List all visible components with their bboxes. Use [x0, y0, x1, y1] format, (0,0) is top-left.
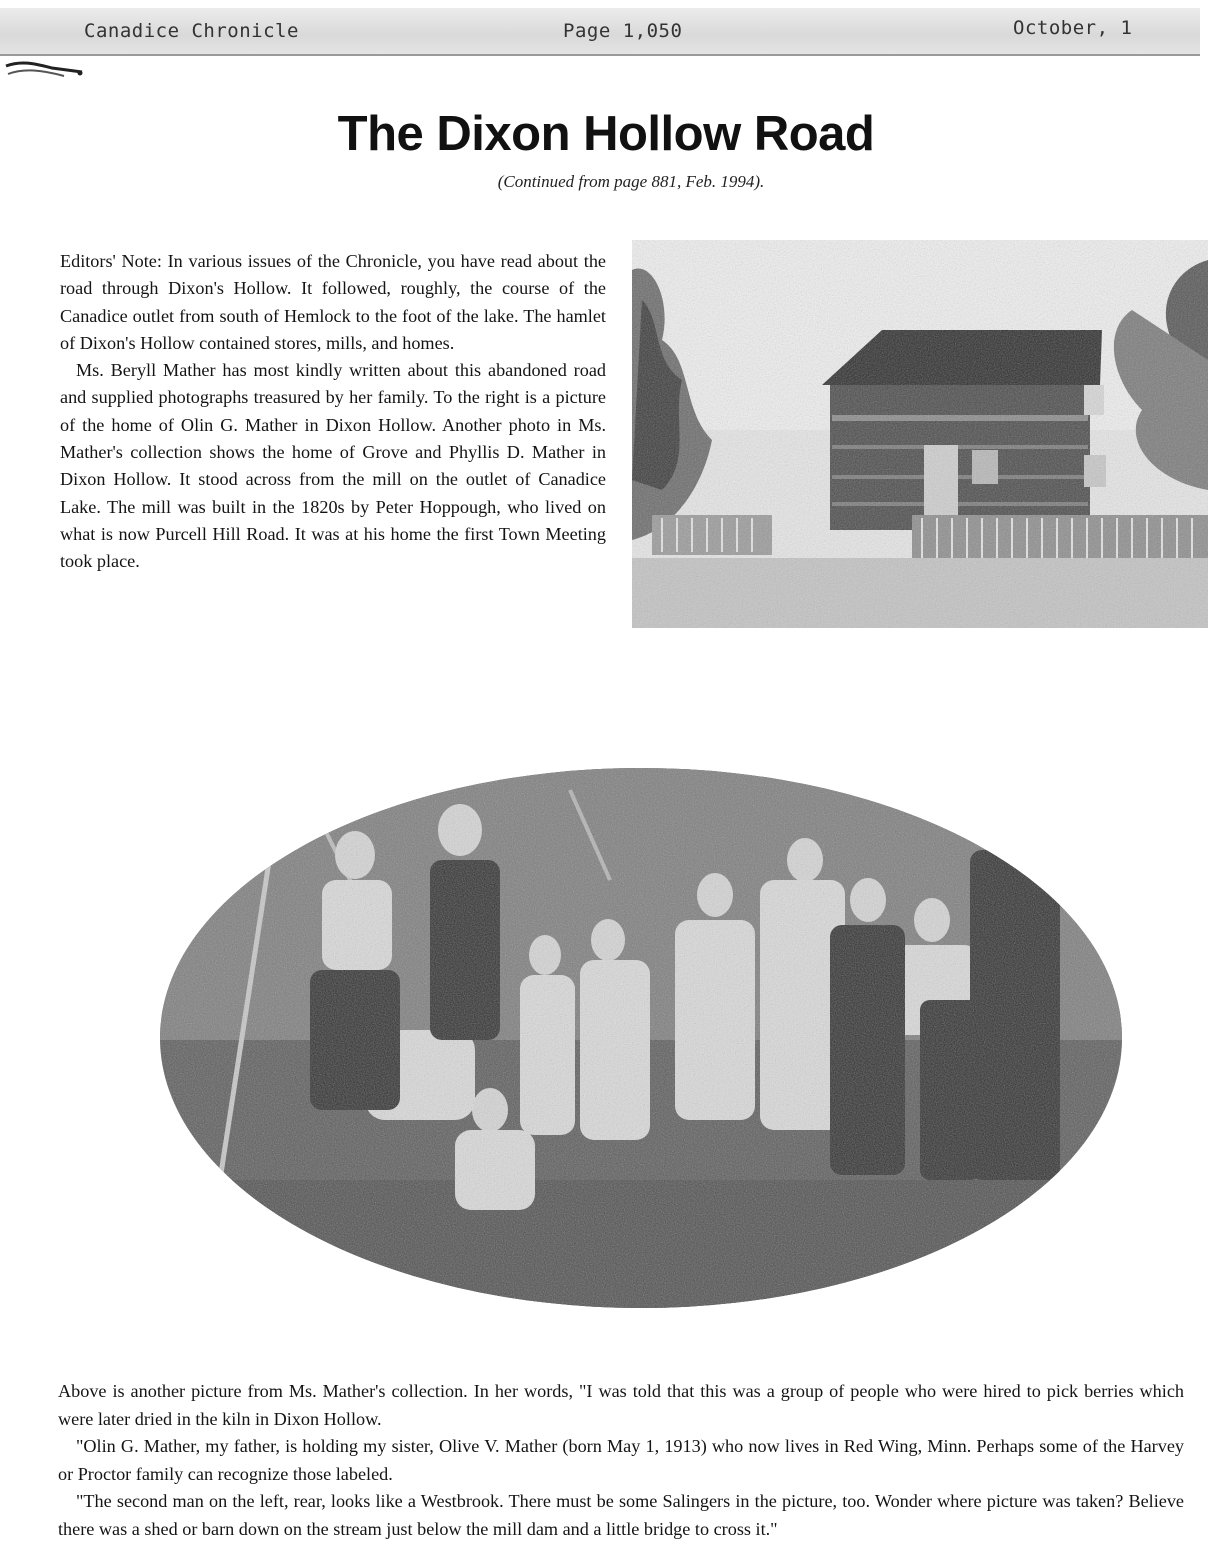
photo-caption — [58, 1378, 1184, 1543]
editors-note-paragraph: Ms. Beryll Mather has most kindly written about this abandoned road and supplied photographs treasured by her family. To the right is a picture of the home of Olin G. Mather in Dixon Hollow. Another photo in Ms. Mather's collection shows the home of Grove and Phyllis D. Mather in Dixon Hollow. It stood across from the mill on the outlet of Canadice Lake. The mill was built in the 1820s by Peter Hoppough, who lived on what is now Purcell Hill Road. It was at his home the first Town Meeting took place. — [60, 360, 606, 572]
article-subtitle: (Continued from page 881, Feb. 1994). — [497, 172, 765, 191]
article-title: The Dixon Hollow Road — [337, 107, 875, 161]
pen-mark-icon — [2, 56, 92, 84]
house-photo — [632, 240, 1208, 628]
issue-date: October, 1 — [1013, 17, 1133, 39]
editors-note — [60, 248, 606, 576]
caption-paragraph: "The second man on the left, rear, looks like a Westbrook. There must be some Salingers in the picture, too. Wonder where picture was taken? Believe there was a shed or barn down on the stream just below the mill dam and a little bridge to cross it." — [58, 1491, 1184, 1539]
editors-note-paragraph: Editors' Note: In various issues of the Chronicle, you have read about the road through Dixon's Hollow. It followed, roughly, the course of the Canadice outlet from south of Hemlock to the foot of the lake. The hamlet of Dixon's Hollow contained stores, mills, and homes. — [60, 251, 606, 353]
page-number: Page 1,050 — [563, 20, 683, 42]
publication-name: Canadice Chronicle — [84, 20, 299, 42]
caption-paragraph: Above is another picture from Ms. Mather's collection. In her words, "I was told that this was a group of people who were hired to pick berries which were later dried in the kiln in Dixon Hollow. — [58, 1381, 1184, 1429]
caption-paragraph: "Olin G. Mather, my father, is holding my sister, Olive V. Mather (born May 1, 1913) who now lives in Red Wing, Minn. Perhaps some of the Harvey or Proctor family can recognize those labeled. — [58, 1436, 1184, 1484]
group-photo — [160, 760, 1122, 1316]
